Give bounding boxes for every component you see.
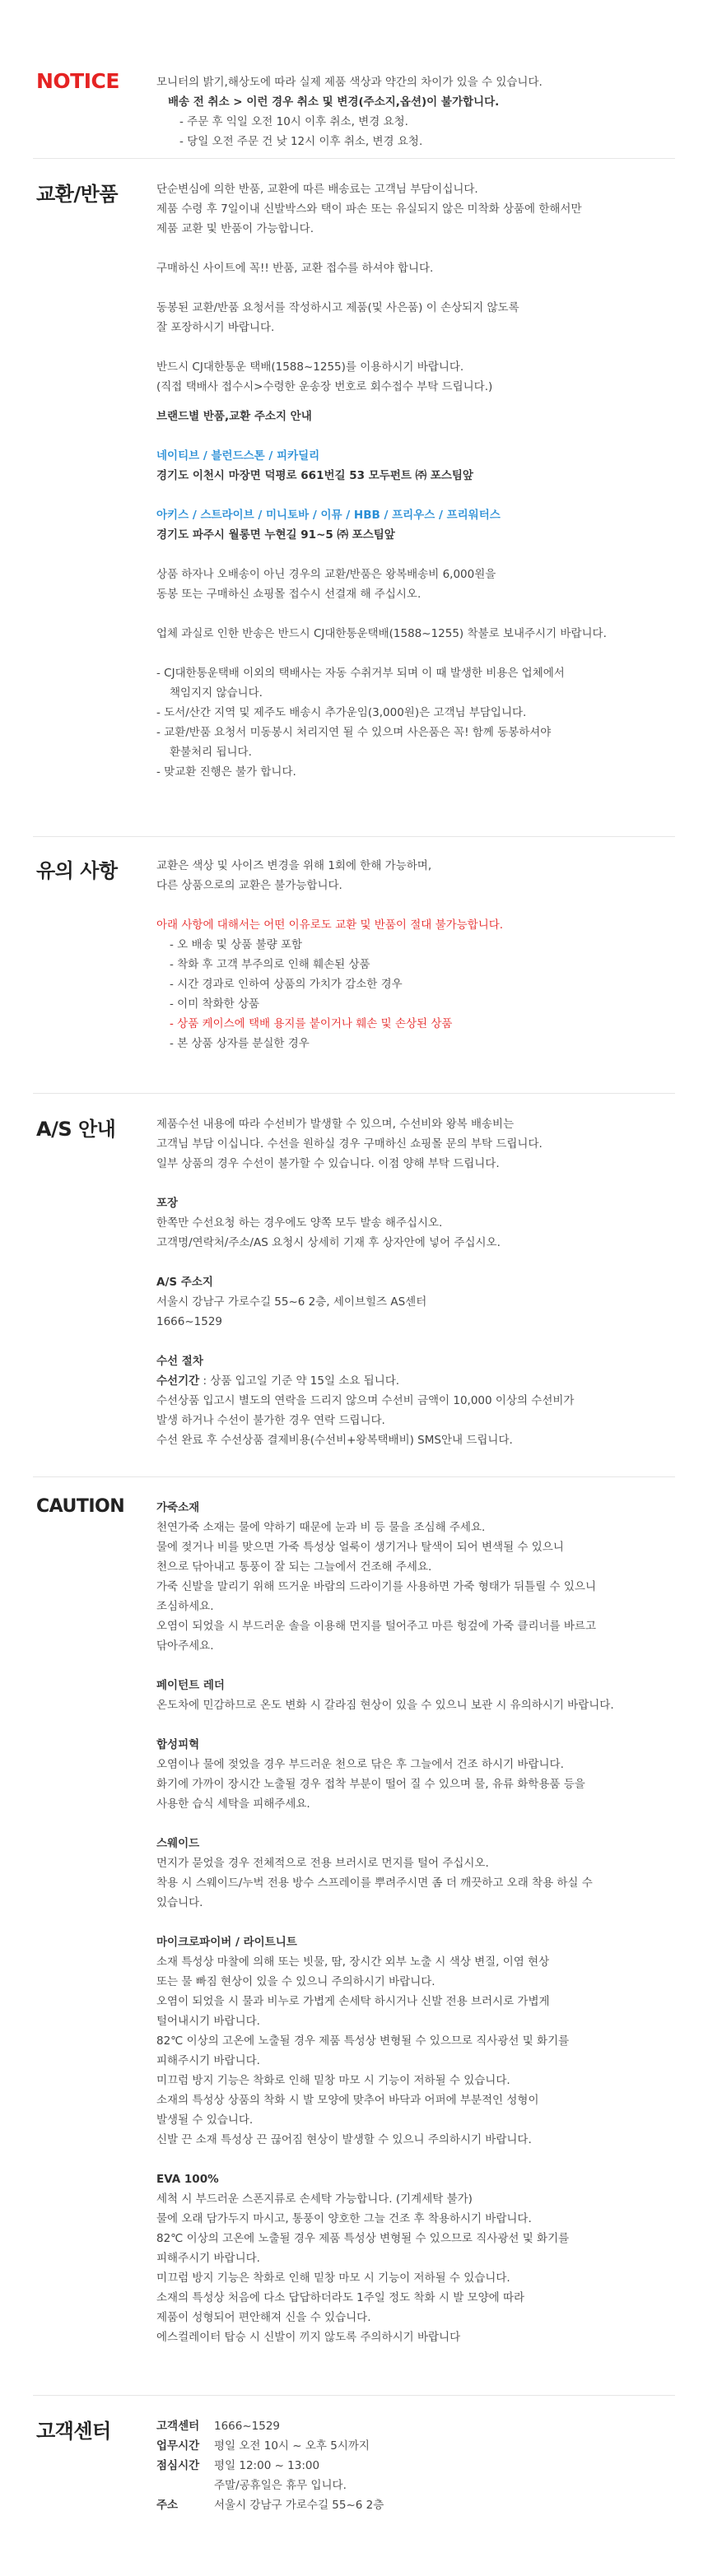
cs-phone-row xyxy=(156,2416,683,2436)
text-line: 82℃ 이상의 고온에 노출될 경우 제품 특성상 변형될 수 있으므로 직사광선 및 화기를 xyxy=(156,2034,570,2048)
cs-phone-label: 고객센터 xyxy=(156,2420,200,2433)
cs-lunch-label: 점심시간 xyxy=(156,2459,200,2472)
note-line: - 맞교환 진행은 불가 합니다. xyxy=(156,765,296,779)
note-line: 환불처리 됩니다. xyxy=(170,746,252,759)
repair-process-heading: 수선 절차 xyxy=(156,1355,203,1368)
cs-address: 서울시 강남구 가로수길 55~6 2층 xyxy=(214,2499,384,2512)
note-line: - 도서/산간 지역 및 제주도 배송시 추가운임(3,000원)은 고객님 부담입니다. xyxy=(156,706,527,719)
care-title: CAUTION xyxy=(36,1496,125,1517)
caution-item: - 시간 경과로 인하여 상품의 가치가 감소한 경우 xyxy=(170,978,403,991)
text-line: 발생 하거나 수선이 불가한 경우 연락 드립니다. xyxy=(156,1414,385,1427)
text-line: 미끄럼 방지 기능은 착화로 인해 밑창 마모 시 기능이 저하될 수 있습니다. xyxy=(156,2074,510,2087)
material-heading: 합성피혁 xyxy=(156,1738,200,1751)
text-line: (직접 택배사 접수시>수령한 운송장 번호로 회수접수 부탁 드립니다.) xyxy=(156,380,493,393)
text-line: 업체 과실로 인한 반송은 반드시 CJ대한통운택배(1588~1255) 착불로 보내주시기 바랍니다. xyxy=(156,627,607,640)
text-line: 사용한 습식 세탁을 피해주세요. xyxy=(156,1797,310,1811)
text-line: 수선 완료 후 수선상품 결제비용(수선비+왕복택배비) SMS안내 드립니다. xyxy=(156,1434,513,1447)
exchange-title: 교환/반품 xyxy=(36,183,119,206)
care-body xyxy=(156,1498,683,2347)
return-address: 경기도 이천시 마장면 덕평로 661번길 53 모두펀트 ㈜ 포스팀앞 xyxy=(156,469,473,482)
text-line: 신발 끈 소재 특성상 끈 끊어짐 현상이 발생할 수 있으니 주의하시기 바랍니다. xyxy=(156,2133,532,2146)
cs-address-label: 주소 xyxy=(156,2499,179,2512)
text-line: 잘 포장하시기 바랍니다. xyxy=(156,321,275,334)
text-line: 닦아주세요. xyxy=(156,1639,214,1653)
text-line: 소재 특성상 마찰에 의해 또는 빗물, 땀, 장시간 외부 노출 시 색상 변질, 이염 현상 xyxy=(156,1955,550,1969)
caution-item: - 오 배송 및 상품 불량 포함 xyxy=(170,938,303,951)
text-line: 가죽 신발을 말리기 위해 뜨거운 바람의 드라이기를 사용하면 가죽 형태가 뒤틀릴 수 있으니 xyxy=(156,1580,597,1593)
notice-line: 모니터의 밝기,해상도에 따라 실제 제품 색상과 약간의 차이가 있을 수 있습니다. xyxy=(156,76,543,89)
material-heading: 가죽소재 xyxy=(156,1501,200,1514)
note-line: - 교환/반품 요청서 미동봉시 처리지연 될 수 있으며 사은품은 꼭! 함께 동봉하셔야 xyxy=(156,726,552,739)
text-line: 1666~1529 xyxy=(156,1315,223,1328)
exchange-body xyxy=(156,179,683,782)
note-line: 책임지지 않습니다. xyxy=(170,686,263,700)
repair-period-text: : 상품 입고일 기준 약 15일 소요 됩니다. xyxy=(199,1374,400,1388)
caution-title: 유의 사항 xyxy=(36,859,118,882)
text-line: 오염이 되었을 시 부드러운 솔을 이용해 먼지를 털어주고 마른 헝겊에 가죽 클리너를 바르고 xyxy=(156,1620,597,1633)
text-line: 동봉 또는 구매하신 쇼핑몰 접수시 선결재 해 주십시오. xyxy=(156,588,422,601)
text-line: 화기에 가까이 장시간 노출될 경우 접착 부분이 떨어 질 수 있으며 물, 유류 화학용품 등을 xyxy=(156,1778,585,1791)
material-heading: 스웨이드 xyxy=(156,1837,200,1850)
text-line: 온도차에 민감하므로 온도 변화 시 갈라짐 현상이 있을 수 있으니 보관 시 유의하시기 바랍니다. xyxy=(156,1699,614,1712)
cs-hours: 평일 오전 10시 ~ 오후 5시까지 xyxy=(214,2439,370,2453)
text-line: 오염이 되었을 시 물과 비누로 가볍게 손세탁 하시거나 신발 전용 브러시로 가볍게 xyxy=(156,1995,550,2008)
brand-heading: 브랜드별 반품,교환 주소지 안내 xyxy=(156,410,312,423)
text-line: 피해주시기 바랍니다. xyxy=(156,2252,260,2265)
divider xyxy=(33,158,675,159)
pack-heading: 포장 xyxy=(156,1197,179,1210)
text-line xyxy=(156,1371,683,1391)
text-line: 상품 하자나 오배송이 아닌 경우의 교환/반품은 왕복배송비 6,000원을 xyxy=(156,568,496,581)
text-line: 다른 상품으로의 교환은 불가능합니다. xyxy=(156,879,342,892)
text-line: 일부 상품의 경우 수선이 불가할 수 있습니다. 이점 양해 부탁 드립니다. xyxy=(156,1157,500,1170)
caution-item: - 이미 착화한 상품 xyxy=(170,997,260,1011)
text-line: 제품 교환 및 반품이 가능합니다. xyxy=(156,222,314,235)
text-line: 천연가죽 소재는 물에 약하기 때문에 눈과 비 등 물을 조심해 주세요. xyxy=(156,1521,486,1534)
warning-heading: 아래 사항에 대해서는 어떤 이유로도 교환 및 반품이 절대 불가능합니다. xyxy=(156,918,504,932)
cs-holiday: 주말/공휴일은 휴무 입니다. xyxy=(214,2479,347,2492)
material-heading: 페이턴트 레더 xyxy=(156,1679,225,1692)
text-line: 오염이나 물에 젖었을 경우 부드러운 천으로 닦은 후 그늘에서 건조 하시기 바랍니다. xyxy=(156,1758,564,1771)
return-address: 경기도 파주시 월롱면 누현길 91~5 ㈜ 포스팀앞 xyxy=(156,528,395,542)
notice-body xyxy=(156,72,683,151)
text-line: 제품이 성형되어 편안해져 신을 수 있습니다. xyxy=(156,2311,371,2324)
divider xyxy=(33,1093,675,1094)
notice-line: - 당일 오전 주문 건 낮 12시 이후 취소, 변경 요청. xyxy=(179,135,423,148)
cs-lunch-row xyxy=(156,2456,683,2476)
caution-item: - 본 상품 상자를 분실한 경우 xyxy=(170,1037,310,1050)
notice-line: - 주문 후 익일 오전 10시 이후 취소, 변경 요청. xyxy=(179,115,408,128)
brand-list: 네이티브 / 블런드스톤 / 피카딜리 xyxy=(156,449,320,463)
note-line: - CJ대한통운택배 이외의 택배사는 자동 수취거부 되며 이 때 발생한 비용은 업체에서 xyxy=(156,667,565,680)
material-heading: 마이크로파이버 / 라이트니트 xyxy=(156,1936,297,1949)
notice-title: NOTICE xyxy=(36,69,119,93)
text-line: 고객님 부담 이십니다. 수선을 원하실 경우 구매하신 쇼핑몰 문의 부탁 드립니다. xyxy=(156,1137,543,1151)
cs-address-row xyxy=(156,2495,683,2515)
text-line: 털어내시기 바랍니다. xyxy=(156,2015,260,2028)
text-line: 단순변심에 의한 반품, 교환에 따른 배송료는 고객님 부담이십니다. xyxy=(156,183,478,196)
divider xyxy=(33,2395,675,2396)
caution-item: - 착화 후 고객 부주의로 인해 훼손된 상품 xyxy=(170,958,370,971)
cs-body xyxy=(156,2416,683,2515)
as-address-heading: A/S 주소지 xyxy=(156,1276,213,1289)
text-line: 미끄럼 방지 기능은 착화로 인해 밑창 마모 시 기능이 저하될 수 있습니다. xyxy=(156,2271,510,2285)
text-line: 소재의 특성상 상품의 착화 시 발 모양에 맞추어 바닥과 어퍼에 부분적인 성형이 xyxy=(156,2094,539,2107)
text-line: 제품수선 내용에 따라 수선비가 발생할 수 있으며, 수선비와 왕복 배송비는 xyxy=(156,1118,515,1131)
repair-period-label: 수선기간 xyxy=(156,1374,200,1388)
brand-list: 아키스 / 스트라이브 / 미니토바 / 이뮤 / HBB / 프리우스 / 프리워터스 xyxy=(156,509,501,522)
caution-item: - 상품 케이스에 택배 용지를 붙이거나 훼손 및 손상된 상품 xyxy=(170,1017,453,1030)
text-line: 교환은 색상 및 사이즈 변경을 위해 1회에 한해 가능하며, xyxy=(156,859,432,872)
text-line: 물에 젖거나 비를 맞으면 가죽 특성상 얼룩이 생기거나 탈색이 되어 변색될 수 있으니 xyxy=(156,1541,564,1554)
text-line: 반드시 CJ대한통운 택배(1588~1255)를 이용하시기 바랍니다. xyxy=(156,360,464,374)
text-line: 물에 오래 담가두지 마시고, 통풍이 양호한 그늘 건조 후 착용하시기 바랍니다. xyxy=(156,2212,532,2225)
cs-hours-label: 업무시간 xyxy=(156,2439,200,2453)
text-line: 고객명/연락처/주소/AS 요청시 상세히 기재 후 상자안에 넣어 주십시오. xyxy=(156,1236,501,1249)
text-line: 세척 시 부드러운 스폰지류로 손세탁 가능합니다. (기계세탁 불가) xyxy=(156,2192,473,2206)
text-line: 피해주시기 바랍니다. xyxy=(156,2054,260,2067)
cs-holiday-row xyxy=(156,2476,683,2495)
text-line: 있습니다. xyxy=(156,1896,203,1909)
caution-body xyxy=(156,856,683,1053)
text-line: 82℃ 이상의 고온에 노출될 경우 제품 특성상 변형될 수 있으므로 직사광선 및 화기를 xyxy=(156,2232,570,2245)
text-line: 착용 시 스웨이드/누벅 전용 방수 스프레이를 뿌려주시면 좀 더 깨끗하고 오래 착용 하실 수 xyxy=(156,1876,593,1890)
text-line: 제품 수령 후 7일이내 신발박스와 택이 파손 또는 유실되지 않은 미착화 상품에 한해서만 xyxy=(156,202,582,216)
cs-lunch: 평일 12:00 ~ 13:00 xyxy=(214,2459,320,2472)
material-heading: EVA 100% xyxy=(156,2173,219,2186)
text-line: 서울시 강남구 가로수길 55~6 2층, 세이브힐즈 AS센터 xyxy=(156,1295,427,1309)
divider xyxy=(33,1476,675,1477)
notice-line: 배송 전 취소 > 이런 경우 취소 및 변경(주소지,옵션)이 불가합니다. xyxy=(168,95,500,109)
cs-hours-row xyxy=(156,2436,683,2456)
text-line: 또는 물 빠짐 현상이 있을 수 있으니 주의하시기 바랍니다. xyxy=(156,1975,436,1988)
divider xyxy=(33,836,675,837)
text-line: 소재의 특성상 처음에 다소 답답하더라도 1주일 정도 착화 시 발 모양에 따라 xyxy=(156,2291,525,2304)
text-line: 조심하세요. xyxy=(156,1600,214,1613)
text-line: 발생될 수 있습니다. xyxy=(156,2113,254,2127)
text-line: 먼지가 묻었을 경우 전체적으로 전용 브러시로 먼지를 털어 주십시오. xyxy=(156,1857,489,1870)
text-line: 동봉된 교환/반품 요청서를 작성하시고 제품(및 사은품) 이 손상되지 않도록 xyxy=(156,301,519,314)
text-line: 구매하신 사이트에 꼭!! 반품, 교환 접수를 하셔야 합니다. xyxy=(156,262,434,275)
text-line: 수선상품 입고시 별도의 연락을 드리지 않으며 수선비 금액이 10,000 이상의 수선비가 xyxy=(156,1394,575,1407)
text-line: 에스컬레이터 탑승 시 신발이 끼지 않도록 주의하시기 바랍니다 xyxy=(156,2331,461,2344)
text-line: 한쪽만 수선요청 하는 경우에도 양쪽 모두 발송 해주십시오. xyxy=(156,1216,443,1230)
text-line: 천으로 닦아내고 통풍이 잘 되는 그늘에서 건조해 주세요. xyxy=(156,1560,432,1574)
cs-title: 고객센터 xyxy=(36,2420,111,2443)
as-body xyxy=(156,1114,683,1450)
cs-phone: 1666~1529 xyxy=(214,2420,281,2433)
as-title: A/S 안내 xyxy=(36,1118,116,1141)
